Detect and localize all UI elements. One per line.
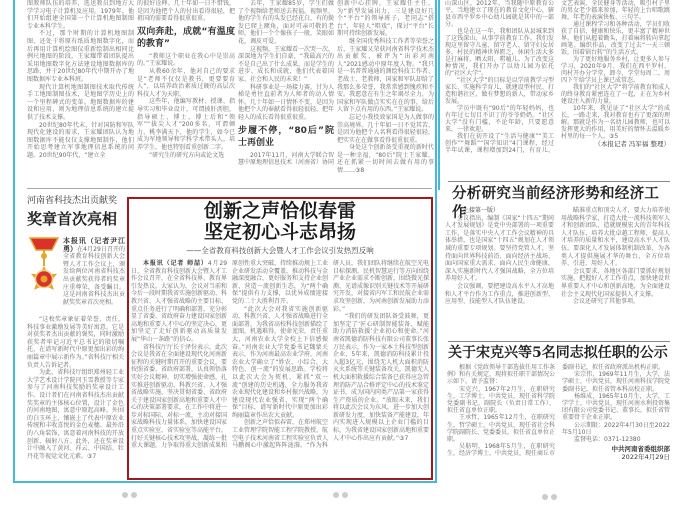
top-article-col2: 的很好诠释。几十年如一日不惜钱，是因为他把个人的付出看得很轻，把祖国的需要看得很重很重。 双向奔赴，成就“有温度的教育” “教师这个职业在我心中是崇高的。”王家耀说。 从教60余年，他对自己的要求是“老师不仅仅是教书，更要要育人”，以培养政治素质过硬的高层次科技人才为天职。 这些年，他编写教材、授课、指导实习和毕业设计，可谓披肝沥胆，指导硕士、博士、博士后和“领军”“拔尖人才”200多名，可谓倾力，桃李满天下，他的学生，如今已成为军地领导和学科学术带头人。培养学生，他也特别看重创新二字。 “研究生的研究方向或论文选 (137, 0, 235, 159)
dot[interactable] (551, 494, 557, 500)
medal-byline: 本报讯（记者尹江勇） (63, 237, 125, 253)
notice-headline: 关于宋克兴等5名同志拟任职的公示 (448, 345, 668, 361)
page-indicator-dots[interactable] (542, 494, 557, 500)
feature-title (129, 201, 431, 256)
top-article-col4: 创新中心挂牌，王家耀任主任，为“新型发展出力，三是建设好几个“平台”的领导班子，老同志“搭台”，年轻人“唱戏”，探讨“平台”长期可持续创新发展。 继全国优秀科技工作者等荣誉之后，王家耀又荣获河南省科学技术杰出贡献奖，被评为“出彩河南人”2021感动中原年度人物。“我只是一名普普通通的测绘科技工作者、老战士、老教师，国家和军队却给了我那么多荣誉，我常常感到愧疚和不安。我愿意在有生之年竭尽全力，为国家和军队做点实实在在的事，给后人留下点有用的东西。”王家耀说。 忘记小我投效家国是为人做事的崇高境界。几十年如一日不觉其苦，是因为他把个人名利看得很轻很轻，把实实在在做事看得很重很重。 身处这个创新备受重视的新时代是一种幸福，“80后”院士王家耀，还在抓紧一切时间去做有用的事情……③8 (337, 0, 434, 175)
section-divider (27, 188, 432, 189)
medal-headline: 奖章首次亮相 (27, 210, 118, 228)
page-indicator-dots[interactable] (122, 492, 137, 498)
dot[interactable] (333, 492, 339, 498)
notice-signature-org: 中共河南省委组织部 (611, 445, 670, 454)
subhead-80s-academician: 步履不停，“80后”院士再创业 (238, 125, 334, 148)
community-college-article: 山深山区，2012年，当我随中原教育公平，当地建立了现在的教育文化中心，辖县市西平罗乡中心幼儿园就是其中的一部分。 也是在这一年，我和团队从县城来到了这钱深山，从事学前教育工作。我们发现这里留守儿童、留守老人、留守妇女居多，村民的精神世界匮乏，休闲生活大多是打麻将、晒太阳、唠嗑儿。为了改变这种情况，我们开办了以幼儿园为依托的“社区大学”。 “社区大学”的目标是以学前教学习型家长、实施科学育儿，就建设型村民、打造和谐社区，做有梦想的新人，带动家乡发展。 学员中既有“90后”的年轻妈妈，也有年过七旬目不识丁的爷爷奶奶。“社区大学”没有门槛，不论年龄，只要愿意来，一律欢迎。 我们在初开设了“生活与健康”“美工创作”“舞蹈”“国学知识”4门课程，经过半年试课，课程增加到24门，有育儿、文艺表演、全民健身等活动，吸引村子里的男女老少都来参加，年轻的上台唱歌跳舞，年老的表演快板、三句半。 通过课程学习和各种活动，学员们收获了自信、健康和快乐，更丰富了精神世界。他们从握着锄头，打着麻将转向拿起画笔、编织作品，改变了过去“一天三顿饭，围着锅台转”的生活方式。 为了更好地服务乡村，让更多人参与学习，2020年9月，我们在西平罗村、肉村开办分学堂，卸今，学堂每周二、周四下午给学员上课已成常态。 我们的“社区大学”将学前教育和成人的终身教育紧密连在了一起，正在为乡村建设注入新的力量。 10年来，我见证了“社区大学”的成长，一路走来，我对教育也有了更深的理解。那就是作为一名幼儿园教师，也可以发挥更大的作用，用美好的情怀去温暖乡村里的每一个人。③5 （本报记者 冯军福 整理） (445, 0, 670, 154)
top-article-col3: 去年，王家耀85岁，学生们做了个视频给老师送去祝福。视频里，他的学生有的头发已经花白，有的鬓发已爬上额角，面对可亲可敬的老师，他们一个个像孩子一般，笑眼如花，调皮可爱。 这视频，王家耀看一次哭一次，深深地为学生们自豪，“我最高兴的不是自己出了什么成果，而是学生的进步、成长和成就，他们代表着国家、社会和人民的未来！” 科研事业是一场接力赛，甘为人梯是勇往直前者为人师者的动人情怀。几十年如一日情怀不变，是因为他把个人的奉献看得很轻很轻，把年轻人的成长看得很重很重。 步履不停，“80后”院士再创业 2017年11月，河南大学联合智慧中原地理信息技术（河南省）协同 (238, 0, 335, 167)
feature-title-line1: 创新之声恰似春雷 (203, 200, 356, 222)
economy-headline: 分析研究当前经济形势和经济工作 (452, 186, 660, 221)
right-divider-1 (448, 181, 670, 182)
medal-image (28, 236, 60, 296)
medal-article (27, 195, 125, 229)
medal-article-lead: 本报讯（记者尹江勇）在4月29日召开的全省教育科技创新大会暨人才工作会议上，颁发给两位河南省科技杰出贡献奖获得者的奖章庄重尊荣，备受瞩目。这是河南省科技杰出贡献奖奖章首次亮相。 (63, 237, 126, 306)
feature-body: 本报讯（记者 师喆）4月29日，全省教育科技创新大会暨人才工作会议召开，在全省科技界、教育界引发热议。大家认为，会议对当前和今后一段时期我省实施创新驱动、科教兴省、人才强省战略的主要目标、重点任务进行了明确和部署，充分彰显了省委、省政府奋力建设国家创新高地和重要人才中心的坚定决心，更加坚定了走好创新驱动高质量发展“华山一条路”的信心。 省科技厅厅长于泽份表示，此次会议是我省在全面建设现代化河南新征程的关键时期召开的重要会议，要按照省委、省政府部署，认真领悟落实好会议精神，切实增强使命感，扎实推进创新驱动、科教兴省、人才强省战略实施，坚决贯彻省委、省政府关于建设国家创新高地和重要人才中心的决策部署要求，在工作中将进一步对标国际、对标一流，主动对接国家战略科技力量体系，加快建设国家重点实验室、省实验室等高能平台，打好关键核心技术攻坚战，凝练一批重大课题，力争取得重大创新成果和原创性重大突破，持续推动规上工业企业研发活动全覆盖，推动科技与金融深度融合，更好服务和支持企业创新，营造一流创新生态，为“两个确保”提供有力支撑，以优异成绩迎接党的二十大胜利召开。 “此次大会对我省实施创新驱动、科教兴省、人才强省战略进行全面部署，为我省高校科技创新描绘了蓝图，机遇难得，使命光荣，责任重大，河南农业大学全校上下倍感振奋。”河南农业大学党委书记魏蒙关表示，作为河南最高农业学府，河南农业大学确立了“姓农、小综合、大特色、创一流”的发展思路。学校将以此次大会为契机，紧抓“双一流”创建的历史机遇，全力服务我省农业现代化建设和乡村振兴战略，为建设现代农业强省、实现“两个确保”目标，谱写新时代中原更加出彩绚丽篇章作出农大贡献。 创新之声恰似春雷，在郑州航空工业管理学院智能工程学院教授、航空电子技术河南省工程实验室负责人马鹏阁心中激起阵阵涟漪。“作为科研人员，我们团队将继续在航空光电目标探测、民机智慧运行等方向围绕产业企业需求不断创新，围绕微光探测、光谱成像识别关键技术等开展研究开发，对接省内军工和民航企业需求攻坚创新，为河南创新发展助力添彩。” “我们的研发团队备受鼓舞，更加坚定了‘匠心研制智能装备、赋能助力消防救援’企业初心和使命。”河南省凯德消防科技有限公司董事长张万民表示，作为一家本土科技型创新企业，5年来，凯德消防科技累计投入超3亿元，围绕无人机大面积消防灭火系统等关键装备攻关，凯德无人机大面积救援综合装备已获得应急管理消防产品合格评定中心的技术鉴定证书，成为国内同类产品第一家获得生产资质的企业。“放眼未来，我们将以此次会议为东风，进一步加大创新研发力度，加快装备产能建设，年内实现进入规模以上企业门槛的目标，为我省建设国家创新高地和重要人才中心作出应有贡献。”③7 (131, 260, 430, 450)
notice-body: 根据《党政领导干部选拔任用工作条例》和有关规定，现将拟任职干部情况公示如下，请予监督： 宋克兴，1967年2月生，在职研究生，工学博士，中共党员，现任省科学院党委副书记、副院长（负责日常工作），拟任省直单位正职。 王承哲，1965年12月生，在职研究生，哲学硕士，中共党员，现任省社会科学院副院长、党委委员，拟任省直单位正职。 吴舫明，1968年5月生，在职研究生，经济学博士，中共党员，现任商丘市委副书记，拟任省政府派出机构正职。 宋宗伟，1969年11月生，大学，法学硕士，中共党员，现任河南科技学院党委副书记，拟任省管本科高校正职。 杨维成，1965年10月生，大学，工学学士，中共党员，现任河南水利投资集团有限公司党委书记、董事长，拟任省管重要骨干企业正职。 公示期限：2022年4月30日至2022年5月10日 监督电话：0371-12380 中共河南省委组织部 2022年4月29日 (447, 364, 671, 462)
right-divider-2 (448, 341, 670, 342)
dot[interactable] (542, 494, 548, 500)
page-indicator-dots[interactable] (333, 492, 348, 498)
page-edge (438, 0, 440, 190)
dot[interactable] (122, 492, 128, 498)
feature-title-line2: 坚定初心斗志昂扬 (203, 221, 356, 243)
medal-article-body: “这枚奖章象征着荣誉、责任，科技事业激励发展等美好寓意。它是对获奖者杰出贡献的褒奖，同时激励获奖者牢记习近平总书记的殷切嘱托，在谱写新时代中原更加出彩的绚丽篇章中展示新作为。”省科技厅相关负责人告诉记者。 为此，省科技厅组织郑州轻工业大学艺术设计学院闫玉雪教授等专家参与了河南科技奖励的奖章设计工作。设计者们在河南省科技杰出贡献奖奖章的主体核心位置，设计了金色的河南地图，寓意中原起高峰。外围的白玉环上，镶嵌上了代表中原农业传统和丰收喜悦的金色麦穗。最外沿的八角装饰，寓意着河南科技的开放创新、辐射八方。此外，还在奖章设计中融入了黄河、祥云、中国结、牡丹花等视觉文化元素。③7 (27, 316, 124, 460)
feature-subtitle: ——全省教育科技创新大会暨人才工作会议引发热烈反响 (186, 246, 374, 255)
medal-kicker: 河南省科技杰出贡献奖 (27, 196, 118, 206)
subhead-two-way: 双向奔赴，成就“有温度的教育” (137, 26, 235, 49)
dot[interactable] (342, 492, 348, 498)
feature-byline: 本报讯（记者 师喆） (143, 260, 208, 267)
economy-body: （上接第一版） 会议指出，编制《国家“十四五”期间人才发展规划》是党中央部署的一项重要工作，是落实中央人才工作会议精神的具体举措，也是国家“十四五”规划在人才领域的重要专项规划。要坚持党管人才，坚持面向世界科技前沿、面向经济主战场、面向国家重大需求、面向人民生命健康，深入实施新时代人才强国战略，全方位培养用好人才。 会议强调，要把建设高水平人才高地和人才平台作为工作重点，推进创新型、应用型、技能型人才队伍建设。 瞄准重点和顶尖人才，要大力培养使用战略科学家，打造大批一流科技领军人才和创新团队，造就规模宏大的青年科技人才队伍，培养大批卓越工程师，提高人才培养的质量和水平，建设高水平人才队伍。要深化人才发展体制机制改革，为各类人才提供施展才华的舞台，全方位培养、引进、用好人才。 会议要求，各地区各部门要抓好规划实施，把握好人才工作重点，加快建设世界重要人才中心和创新高地，为全面建设社会主义现代化国家提供人才支撑。 会议还研究了其他事项。 (445, 207, 670, 306)
top-article-col1: 图教师队伍的培养，选送教员到地方大学学习电子计算机及应用。1979年，他们开始组建全国第一个计算机地图制图专业本科学生。 不过，那个时期的计算机地图制图，还处于将原有纸质地图数字化，而后再用计算机绘图仪重新绘制出相同比例尺地图的阶段。王家耀带着团队提出采用地图数字化方法建设地图数据库的思路，并于20世纪80年代中期开办了地图数据库专业本科班。 现代计算机地图制图技术取代传统手工地图制图技术，是地图学历史上的一个里程碑式的变革。地图数据库的建设和应用，则为地理信息系统的建立提供了技术支撑。 20世纪80年代末，针对国防和军队现代化建设的需求，王家耀团队认为地图数据库不能仅仅支撑地图制作，他们开始思考建立军事地理信息系统的问题。20世纪90年代，“建立全 (27, 0, 134, 159)
article-credit: （本报记者 冯军福 整理） (594, 140, 670, 148)
notice-signature-date: 2022年4月29日 (621, 453, 670, 462)
dot[interactable] (131, 492, 137, 498)
